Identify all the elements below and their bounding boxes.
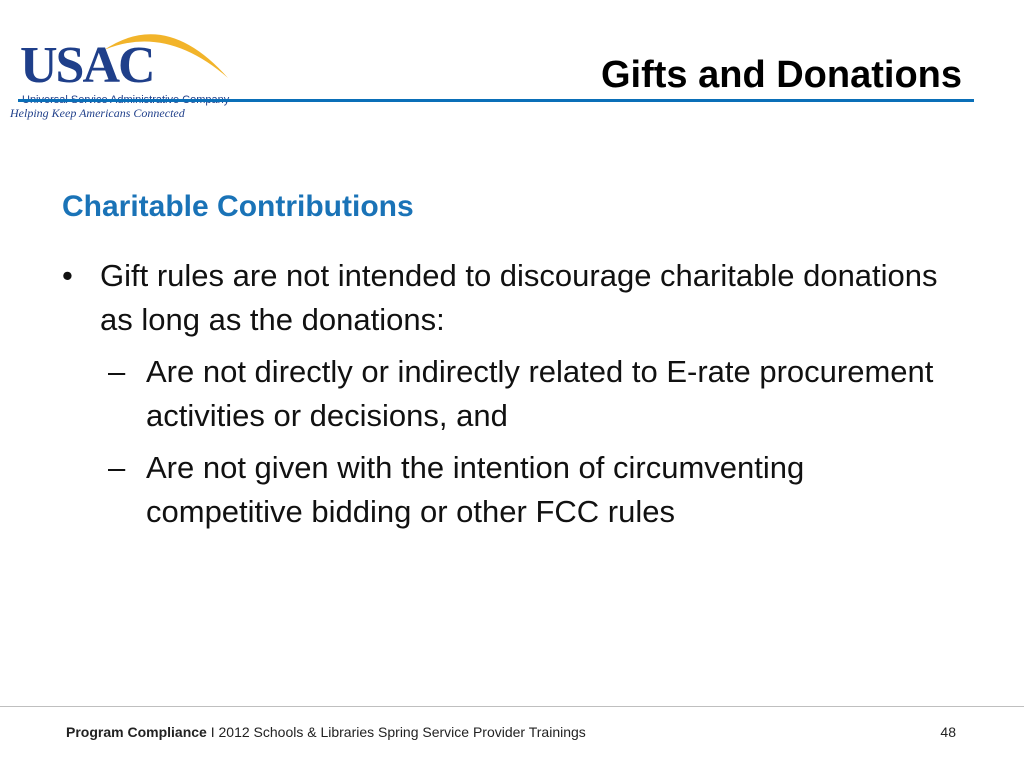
sub-bullet-item (108, 446, 942, 534)
slide-title: Gifts and Donations (601, 54, 962, 96)
footer-text (66, 724, 586, 740)
footer-section: Program Compliance (66, 724, 207, 740)
footer-separator: I (206, 724, 219, 740)
sub-bullet-text: Are not directly or indirectly related to E-rate procurement activities or decisions, and (146, 354, 934, 433)
page-number: 48 (940, 724, 956, 740)
title-divider (18, 99, 974, 102)
slide-subtitle: Charitable Contributions (62, 190, 414, 223)
logo-tagline: Helping Keep Americans Connected (10, 106, 185, 120)
bullet-item (62, 254, 942, 342)
sub-bullet-item (108, 350, 942, 438)
dash-mark: – (108, 450, 126, 485)
sub-bullet-text: Are not given with the intention of circumventing competitive bidding or other FCC rules (146, 450, 805, 529)
dash-mark: – (108, 354, 126, 389)
bullet-text: Gift rules are not intended to discourage charitable donations as long as the donations: (100, 258, 938, 337)
bullet-list (62, 254, 942, 534)
bullet-mark: • (62, 258, 73, 293)
logo-wordmark: USAC (20, 37, 154, 94)
footer-event: 2012 Schools & Libraries Spring Service Provider Trainings (218, 724, 586, 740)
footer-divider (0, 706, 1024, 707)
